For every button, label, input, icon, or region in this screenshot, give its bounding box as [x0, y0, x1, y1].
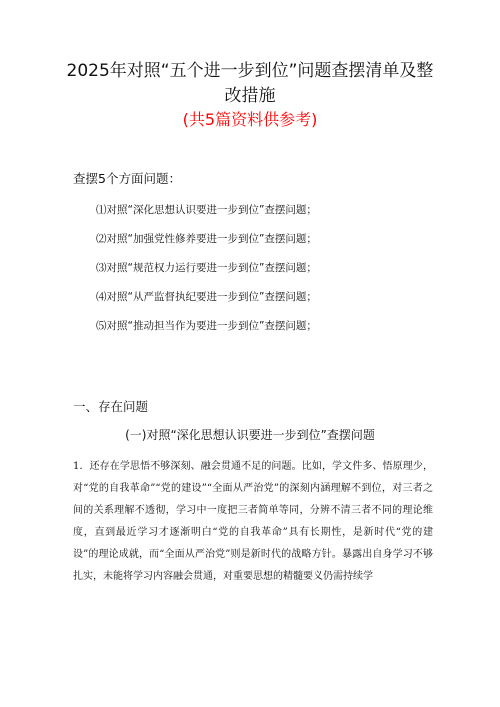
list-item: ⑸对照“推动担当作为要进一步到位”查摆问题； — [96, 320, 317, 332]
list-item: ⑶对照“规范权力运行要进一步到位”查摆问题； — [96, 262, 317, 274]
list-item: ⑵对照“加强党性修养要进一步到位”查摆问题； — [96, 233, 317, 245]
document-subtitle: (共5篇资料供参考) — [182, 110, 318, 129]
list-item: ⑴对照“深化思想认识要进一步到位”查摆问题； — [96, 204, 317, 216]
body-paragraph: 1．还存在学思悟不够深刻、融会贯通不足的问题。比如，学文件多、悟原理少，对“党的自我革命”“党的建设”“全面从严治党”的深刻内涵理解不到位，对三者之间的关系理解不透彻，学习中一度把三者简单等同，分辨不清三者不同的理论维度，直到最近学习才逐渐明白“党的自我革命”具有长期性，是新时代“党的建设”的理论成就，而“全面从严治党”则是新时代的战略方针。暴露出自身学习不够扎实，未能将学习内容融会贯通，对重要思想的精髓要义仍需持续学 — [73, 461, 433, 582]
list-item: ⑷对照“从严监督执纪要进一步到位”查摆问题； — [96, 291, 317, 303]
subsection-heading: (一)对照“深化思想认识要进一步到位”查摆问题 — [125, 428, 375, 442]
section-heading: 一、存在问题 — [73, 399, 149, 414]
intro-text: 查摆5个方面问题： — [73, 171, 181, 186]
document-title: 2025年对照“五个进一步到位”问题查摆清单及整改措施 — [66, 61, 434, 106]
